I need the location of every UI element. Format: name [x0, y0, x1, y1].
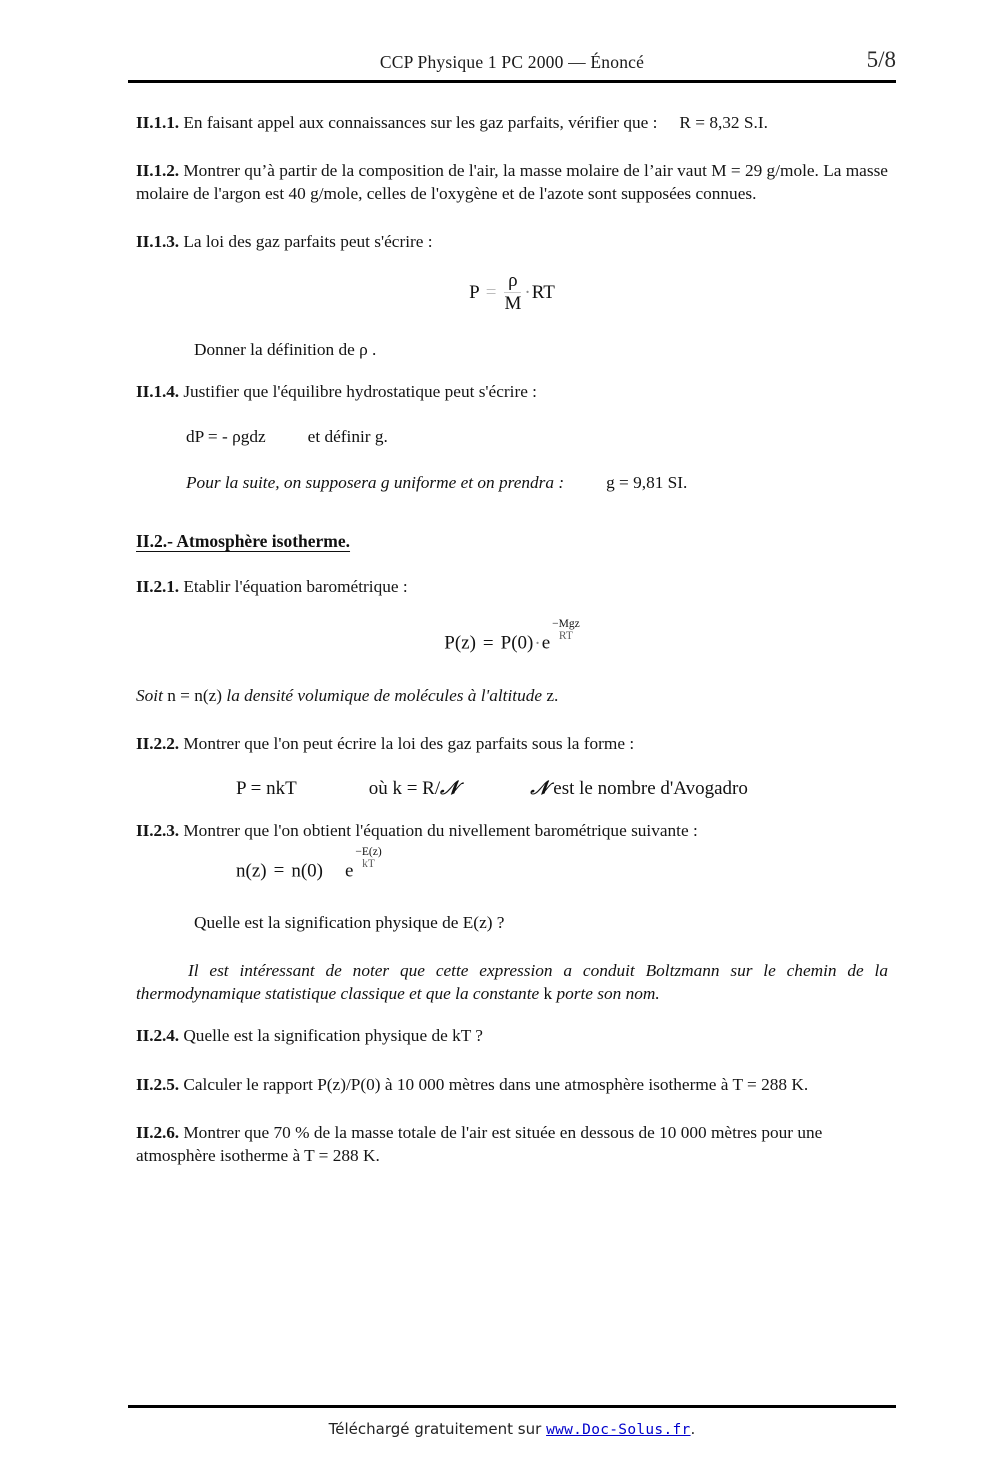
formula-lhs: n(z) — [236, 860, 267, 882]
question-label: II.2.4. — [136, 1026, 179, 1046]
question-label: II.2.3. — [136, 820, 179, 840]
header-title: CCP Physique 1 PC 2000 — Énoncé — [379, 52, 645, 72]
formula-equals: = — [485, 281, 497, 303]
fraction-denominator: M — [504, 292, 522, 314]
formula-hydrostatic — [136, 426, 888, 448]
question-ii-1-2 — [136, 160, 888, 205]
section-heading-container — [136, 531, 888, 552]
formula-rhs: n(0) — [291, 860, 323, 882]
document-body — [136, 112, 888, 1173]
note-roman: n = n(z) — [162, 685, 227, 705]
footer-divider — [128, 1405, 896, 1408]
formula-note: et définir g. — [307, 426, 388, 446]
spacer — [136, 140, 888, 160]
question-ii-2-4 — [136, 1025, 888, 1047]
question-ii-2-3 — [136, 820, 888, 842]
avogadro-symbol: 𝒩 — [440, 777, 459, 799]
note-value: g = 9,81 SI. — [606, 473, 688, 493]
header-page-number: 5/8 — [866, 47, 896, 72]
header-divider — [128, 80, 896, 83]
formula-barometric-levelling — [136, 848, 888, 882]
formula-rhs: RT — [531, 281, 555, 303]
avogadro-symbol: 𝒩 — [530, 777, 549, 799]
spacer — [136, 800, 888, 820]
spacer — [136, 655, 888, 685]
exponent-numerator: −E(z) — [355, 846, 382, 859]
question-ii-2-5 — [136, 1074, 888, 1096]
remark-body: Il est intéressant de noter que cette expression a conduit Boltzmann sur le chemin de la thermodynamique statistique classique et que la constante — [136, 960, 888, 1004]
footer-credit — [128, 1420, 896, 1438]
spacer — [136, 935, 888, 959]
section-heading-ii-2: II.2.- Atmosphère isotherme. — [136, 530, 351, 551]
question-text: Montrer que 70 % de la masse totale de l'air est située en dessous de 10 000 mètres pour une atmosphère isotherme à T = 288 K. — [136, 1123, 823, 1165]
spacer — [136, 1102, 888, 1122]
question-label: II.1.1. — [136, 113, 179, 132]
formula-rhs: P(0) — [500, 632, 534, 654]
exponent-fraction — [552, 618, 580, 642]
question-ii-1-4 — [136, 381, 888, 403]
note-italic-body: la densité volumique de molécules à l'altitude — [226, 685, 543, 705]
formula-p-equals-nkt — [136, 778, 888, 800]
question-text: Quelle est la signification physique de kT ? — [179, 1026, 483, 1046]
formula-equals: = — [482, 632, 494, 654]
question-label: II.1.2. — [136, 161, 179, 181]
question-ii-2-3-followup: Quelle est la signification physique de E(z) ? — [194, 913, 505, 933]
question-text: En faisant appel aux connaissances sur les gaz parfaits, vérifier que : — [179, 113, 658, 132]
footer-link[interactable]: www.Doc-Solus.fr — [546, 1422, 691, 1438]
spacer — [136, 410, 888, 426]
formula-ideal-gas-law — [136, 269, 888, 315]
note-italic-prefix: Soit — [136, 685, 163, 705]
question-label: II.2.6. — [136, 1123, 179, 1143]
fraction-rho-over-m — [504, 271, 521, 314]
remark-boltzmann — [136, 959, 888, 1005]
question-label: II.2.1. — [136, 576, 179, 596]
question-label: II.1.4. — [136, 382, 179, 402]
formula-k-definition: où k = R/ — [368, 777, 441, 799]
spacer — [136, 882, 888, 912]
question-text: Calculer le rapport P(z)/P(0) à 10 000 mètres dans une atmosphère isotherme à T = 288 K. — [179, 1074, 809, 1094]
question-ii-1-1 — [136, 112, 888, 134]
question-text: Montrer qu’à partir de la composition de l'air, la masse molaire de l’air vaut M = 29 g/mole. La masse molaire de l'argon est 40 g/mole, celles de l'oxygène et de l'azote sont supposées connues. — [136, 161, 888, 203]
formula-lhs: P — [469, 281, 480, 303]
note-gravity-uniform — [136, 472, 888, 494]
spacer — [136, 762, 888, 778]
spacer — [136, 211, 888, 231]
formula-exp-base: e — [541, 632, 551, 654]
question-ii-2-6 — [136, 1122, 888, 1167]
exponent-denominator: kT — [362, 858, 375, 871]
spacer — [136, 315, 888, 339]
exponent-fraction — [355, 846, 381, 870]
remark-constant-symbol: k — [543, 984, 553, 1004]
question-text: Montrer que l'on peut écrire la loi des gaz parfaits sous la forme : — [179, 734, 635, 754]
spacer — [136, 495, 888, 531]
question-ii-1-3-followup: Donner la définition de ρ . — [194, 339, 377, 359]
question-text: Justifier que l'équilibre hydrostatique peut s'écrire : — [179, 382, 537, 402]
footer-prefix: Téléchargé gratuitement sur — [328, 1420, 547, 1438]
question-ii-2-2 — [136, 733, 888, 755]
formula-multiply-dot: · — [534, 632, 541, 654]
note-italic-text: Pour la suite, on supposera g uniforme et on prendra : — [186, 473, 565, 493]
formula-barometric-equation — [136, 620, 888, 654]
question-label: II.2.5. — [136, 1074, 179, 1094]
question-text: La loi des gaz parfaits peut s'écrire : — [179, 232, 433, 252]
remark-tail: porte son nom. — [552, 984, 660, 1004]
fraction-numerator: ρ — [508, 269, 518, 291]
formula-primary: P = nkT — [236, 777, 297, 799]
note-tail: z. — [542, 685, 559, 705]
exponent-denominator: RT — [558, 630, 573, 643]
note-density-definition — [136, 685, 888, 707]
avogadro-description: est le nombre d'Avogadro — [548, 777, 748, 799]
question-label: II.1.3. — [136, 232, 179, 252]
question-label: II.2.2. — [136, 734, 179, 754]
formula-expression: dP = - ρgdz — [186, 426, 266, 446]
spacer — [136, 1054, 888, 1074]
question-text: Etablir l'équation barométrique : — [179, 576, 408, 596]
spacer — [136, 713, 888, 733]
formula-lhs: P(z) — [444, 632, 476, 654]
formula-equals: = — [273, 860, 285, 882]
footer-suffix: . — [690, 1420, 696, 1438]
formula-exp-base: e — [344, 860, 354, 882]
question-value: R = 8,32 S.I. — [679, 113, 768, 132]
formula-multiply-dot: · — [524, 281, 531, 303]
spacer — [136, 361, 888, 381]
question-ii-1-3 — [136, 231, 888, 253]
spacer — [136, 1005, 888, 1025]
question-ii-2-1 — [136, 576, 888, 598]
spacer — [136, 552, 888, 576]
spacer — [136, 448, 888, 472]
spacer — [136, 604, 888, 620]
exponent-numerator: −Mgz — [552, 618, 580, 631]
question-text: Montrer que l'on obtient l'équation du nivellement barométrique suivante : — [179, 820, 698, 840]
